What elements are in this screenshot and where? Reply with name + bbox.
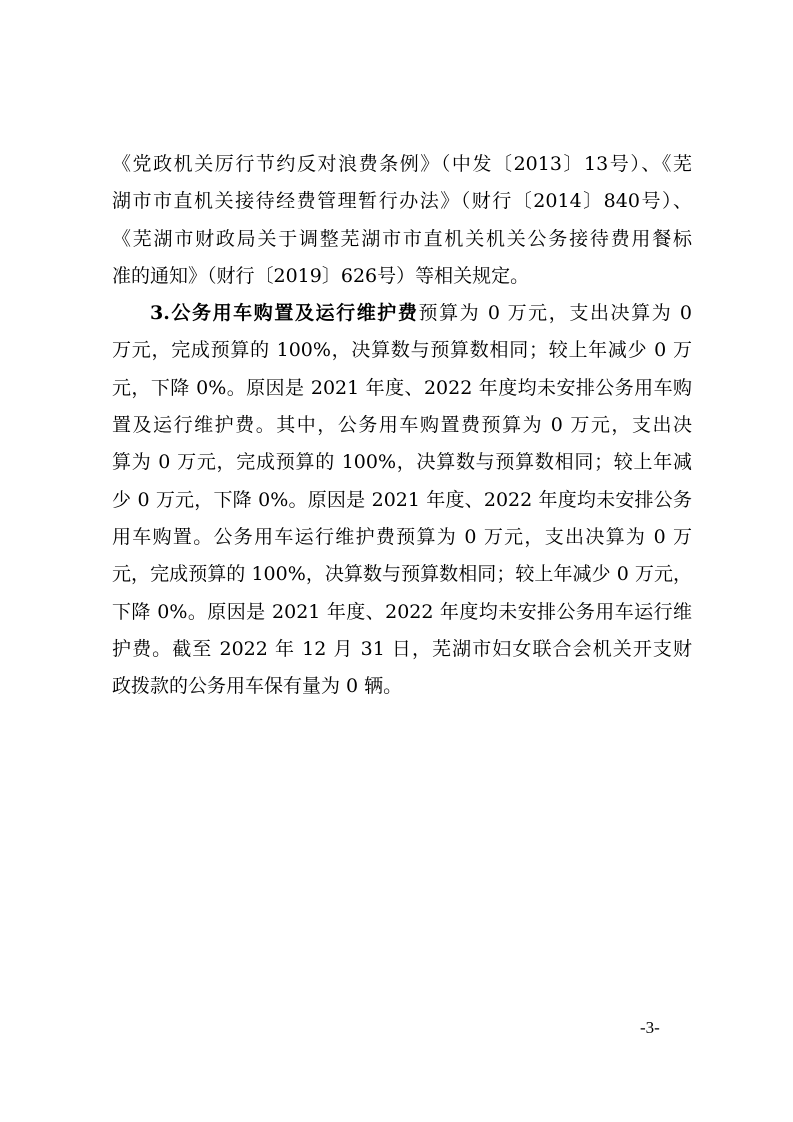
paragraph-1-line-1: 《党政机关厉行节约反对浪费条例》（中发〔2013〕13号）、《芜: [112, 153, 692, 175]
paragraph-1-line-4: 准的通知》（财行〔2019〕626号）等相关规定。: [112, 264, 530, 287]
paragraph-2-line: 元，下降 0%。原因是 2021 年度、2022 年度均未安排公务用车购: [112, 376, 692, 399]
paragraph-1-line-2: 湖市市直机关接待经费管理暂行办法》（财行〔2014〕840号）、: [112, 190, 692, 213]
paragraph-2-line: 置及运行维护费。其中，公务用车购置费预算为 0 万元，支出决: [112, 414, 692, 437]
paragraph-2-line: 算为 0 万元，完成预算的 100%，决算数与预算数相同；较上年减: [112, 451, 692, 474]
paragraph-2-line: 用车购置。公务用车运行维护费预算为 0 万元，支出决算为 0 万: [112, 525, 692, 548]
paragraph-2-line-1: [112, 295, 692, 332]
paragraph-2-line: 政拨款的公务用车保有量为 0 辆。: [112, 675, 403, 698]
page-number: -3-: [640, 1018, 660, 1037]
paragraph-2-line: 元，完成预算的 100%，决算数与预算数相同；较上年减少 0 万元，: [112, 563, 692, 586]
paragraph-1-line-3: 《芜湖市财政局关于调整芜湖市市直机关机关公务接待费用餐标: [112, 227, 692, 250]
paragraph-2-first-line-text: 预算为 0 万元，支出决算为 0: [418, 302, 693, 325]
paragraph-2-line: 下降 0%。原因是 2021 年度、2022 年度均未安排公务用车运行维: [112, 600, 692, 623]
body-text: [112, 146, 692, 705]
paragraph-2-line: 少 0 万元，下降 0%。原因是 2021 年度、2022 年度均未安排公务: [112, 488, 692, 511]
paragraph-2-line: 护费。截至 2022 年 12 月 31 日，芜湖市妇女联合会机关开支财: [112, 637, 692, 660]
section-heading: 3.公务用车购置及运行维护费: [150, 302, 419, 325]
paragraph-2-line: 万元，完成预算的 100%，决算数与预算数相同；较上年减少 0 万: [112, 339, 692, 362]
